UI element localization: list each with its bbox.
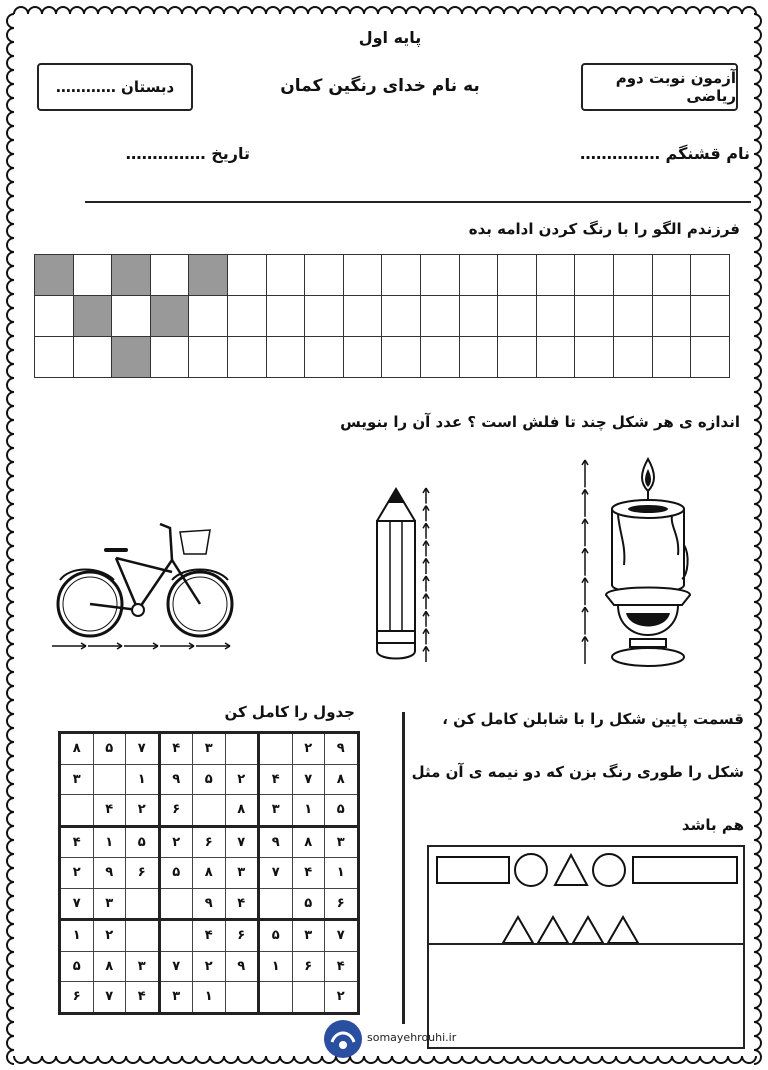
sudoku-cell: ۶ [193, 826, 226, 858]
sudoku-cell: ۵ [60, 951, 94, 982]
vertical-divider [402, 712, 405, 1024]
triangle-shape [608, 917, 638, 943]
sudoku-cell: ۵ [193, 764, 226, 795]
sudoku-cell: ۳ [292, 920, 325, 952]
sudoku-cell: ۷ [60, 888, 94, 920]
triangle-shape [555, 855, 587, 885]
sudoku-cell: ۳ [126, 951, 160, 982]
sudoku-cell: ۸ [93, 951, 126, 982]
sudoku-cell: ۹ [225, 951, 259, 982]
sudoku-cell: ۳ [193, 733, 226, 765]
symmetry-instruction-line1: قسمت پایین شکل را با شابلن کامل کن ، [442, 710, 744, 728]
sudoku-cell: ۱ [292, 795, 325, 827]
pencil-arrow [423, 523, 429, 539]
circle-shape [593, 854, 625, 886]
site-logo-icon [322, 1018, 364, 1060]
rectangle-shape [437, 857, 509, 883]
sudoku-cell: ۹ [259, 826, 293, 858]
sudoku-row [60, 795, 359, 827]
pencil-arrow [423, 558, 429, 574]
sudoku-cell: ۱ [126, 764, 160, 795]
pencil-arrow [423, 629, 429, 645]
pencil-arrow [423, 576, 429, 592]
pattern-instruction: فرزندم الگو را با رنگ کردن ادامه بده [468, 220, 740, 238]
symmetry-instruction-line2: شکل را طوری رنگ بزن که دو نیمه ی آن مثل [411, 763, 744, 781]
symmetry-instruction-line3: هم باشد [681, 816, 744, 834]
triangle-shape [538, 917, 568, 943]
sudoku-empty-cell[interactable] [126, 920, 160, 952]
sudoku-cell: ۶ [292, 951, 325, 982]
bicycle-arrow [124, 643, 158, 649]
symmetry-axis-line [429, 943, 743, 945]
sudoku-empty-cell[interactable] [225, 982, 259, 1014]
bicycle-arrow [88, 643, 122, 649]
bicycle-arrow [196, 643, 230, 649]
sudoku-cell: ۶ [60, 982, 94, 1014]
sudoku-empty-cell[interactable] [93, 764, 126, 795]
sudoku-cell: ۷ [159, 951, 193, 982]
sudoku-cell: ۲ [159, 826, 193, 858]
sudoku-cell: ۲ [93, 920, 126, 952]
sudoku-row [60, 733, 359, 765]
student-name-field[interactable]: نام قشنگم …………… [579, 144, 750, 163]
sudoku-cell: ۸ [325, 764, 359, 795]
symmetry-box [427, 845, 745, 1049]
candle-arrow [582, 460, 588, 487]
website-url[interactable]: somayehrouhi.ir [367, 1031, 457, 1044]
sudoku-cell: ۱ [93, 826, 126, 858]
bicycle-arrow [52, 643, 86, 649]
sudoku-empty-cell[interactable] [126, 888, 160, 920]
sudoku-cell: ۸ [60, 733, 94, 765]
sudoku-empty-cell[interactable] [259, 733, 293, 765]
rectangle-shape [633, 857, 737, 883]
sudoku-cell: ۵ [292, 888, 325, 920]
sudoku-row [60, 920, 359, 952]
sudoku-cell: ۵ [159, 858, 193, 889]
sudoku-cell: ۷ [325, 920, 359, 952]
sudoku-cell: ۴ [126, 982, 160, 1014]
sudoku-cell: ۸ [193, 858, 226, 889]
sudoku-cell: ۶ [325, 888, 359, 920]
sudoku-cell: ۹ [193, 888, 226, 920]
sudoku-cell: ۲ [325, 982, 359, 1014]
sudoku-cell: ۸ [225, 795, 259, 827]
sudoku-cell: ۷ [259, 858, 293, 889]
sudoku-cell: ۶ [225, 920, 259, 952]
sudoku-row [60, 888, 359, 920]
candle-arrow [582, 607, 588, 634]
pencil-arrow [423, 594, 429, 610]
sudoku-cell: ۲ [225, 764, 259, 795]
sudoku-cell: ۳ [325, 826, 359, 858]
sudoku-cell: ۲ [126, 795, 160, 827]
sudoku-cell: ۴ [60, 826, 94, 858]
bicycle-arrow [160, 643, 194, 649]
sudoku-cell: ۹ [93, 858, 126, 889]
sudoku-cell: ۷ [126, 733, 160, 765]
sudoku-empty-cell[interactable] [259, 982, 293, 1014]
sudoku-cell: ۴ [325, 951, 359, 982]
sudoku-row [60, 826, 359, 858]
pencil-arrow [423, 506, 429, 522]
sudoku-cell: ۴ [225, 888, 259, 920]
sudoku-empty-cell[interactable] [193, 795, 226, 827]
sudoku-cell: ۲ [193, 951, 226, 982]
measure-instruction: اندازه ی هر شکل چند تا فلش است ؟ عدد آن را بنویس [340, 413, 740, 431]
sudoku-cell: ۴ [93, 795, 126, 827]
sudoku-cell: ۷ [93, 982, 126, 1014]
sudoku-cell: ۳ [60, 764, 94, 795]
sudoku-instruction: جدول را کامل کن [224, 703, 355, 721]
sudoku-cell: ۶ [126, 858, 160, 889]
candle-arrow [582, 519, 588, 546]
grade-label: پایه اول [358, 28, 422, 47]
sudoku-empty-cell[interactable] [159, 888, 193, 920]
sudoku-cell: ۲ [292, 733, 325, 765]
date-field[interactable]: تاریخ …………… [125, 144, 250, 163]
sudoku-empty-cell[interactable] [292, 982, 325, 1014]
sudoku-cell: ۹ [325, 733, 359, 765]
sudoku-cell: ۱ [325, 858, 359, 889]
symmetry-shapes [429, 847, 743, 943]
sudoku-cell: ۴ [292, 858, 325, 889]
sudoku-cell: ۵ [93, 733, 126, 765]
candle-arrow [582, 578, 588, 605]
sudoku-cell: ۵ [126, 826, 160, 858]
sudoku-grid [58, 731, 360, 1015]
pencil-arrow [423, 488, 429, 504]
sudoku-cell: ۳ [93, 888, 126, 920]
candle-arrow [582, 489, 588, 516]
exam-title-label: آزمون نوبت دوم ریاضی [615, 69, 736, 105]
sudoku-row [60, 858, 359, 889]
school-name-label: دبستان ………… [55, 78, 175, 96]
sudoku-empty-cell[interactable] [259, 888, 293, 920]
sudoku-empty-cell[interactable] [225, 733, 259, 765]
sudoku-cell: ۳ [225, 858, 259, 889]
pencil-arrow [423, 611, 429, 627]
triangle-shape [573, 917, 603, 943]
candle-arrow [582, 637, 588, 664]
sudoku-empty-cell[interactable] [159, 920, 193, 952]
sudoku-cell: ۱ [60, 920, 94, 952]
sudoku-cell: ۹ [159, 764, 193, 795]
sudoku-cell: ۱ [193, 982, 226, 1014]
sudoku-cell: ۲ [60, 858, 94, 889]
pencil-arrow [423, 541, 429, 557]
sudoku-cell: ۷ [225, 826, 259, 858]
basmala-title: به نام خدای رنگین کمان [280, 76, 480, 96]
sudoku-empty-cell[interactable] [60, 795, 94, 827]
triangle-shape [503, 917, 533, 943]
sudoku-cell: ۷ [292, 764, 325, 795]
sudoku-cell: ۳ [159, 982, 193, 1014]
sudoku-row [60, 764, 359, 795]
sudoku-cell: ۴ [159, 733, 193, 765]
sudoku-cell: ۵ [325, 795, 359, 827]
sudoku-cell: ۶ [159, 795, 193, 827]
pencil-arrow [423, 646, 429, 662]
sudoku-cell: ۴ [193, 920, 226, 952]
sudoku-row [60, 951, 359, 982]
candle-arrow [582, 548, 588, 575]
sudoku-cell: ۵ [259, 920, 293, 952]
sudoku-cell: ۴ [259, 764, 293, 795]
sudoku-cell: ۱ [259, 951, 293, 982]
sudoku-cell: ۳ [259, 795, 293, 827]
sudoku-cell: ۸ [292, 826, 325, 858]
circle-shape [515, 854, 547, 886]
sudoku-row [60, 982, 359, 1014]
